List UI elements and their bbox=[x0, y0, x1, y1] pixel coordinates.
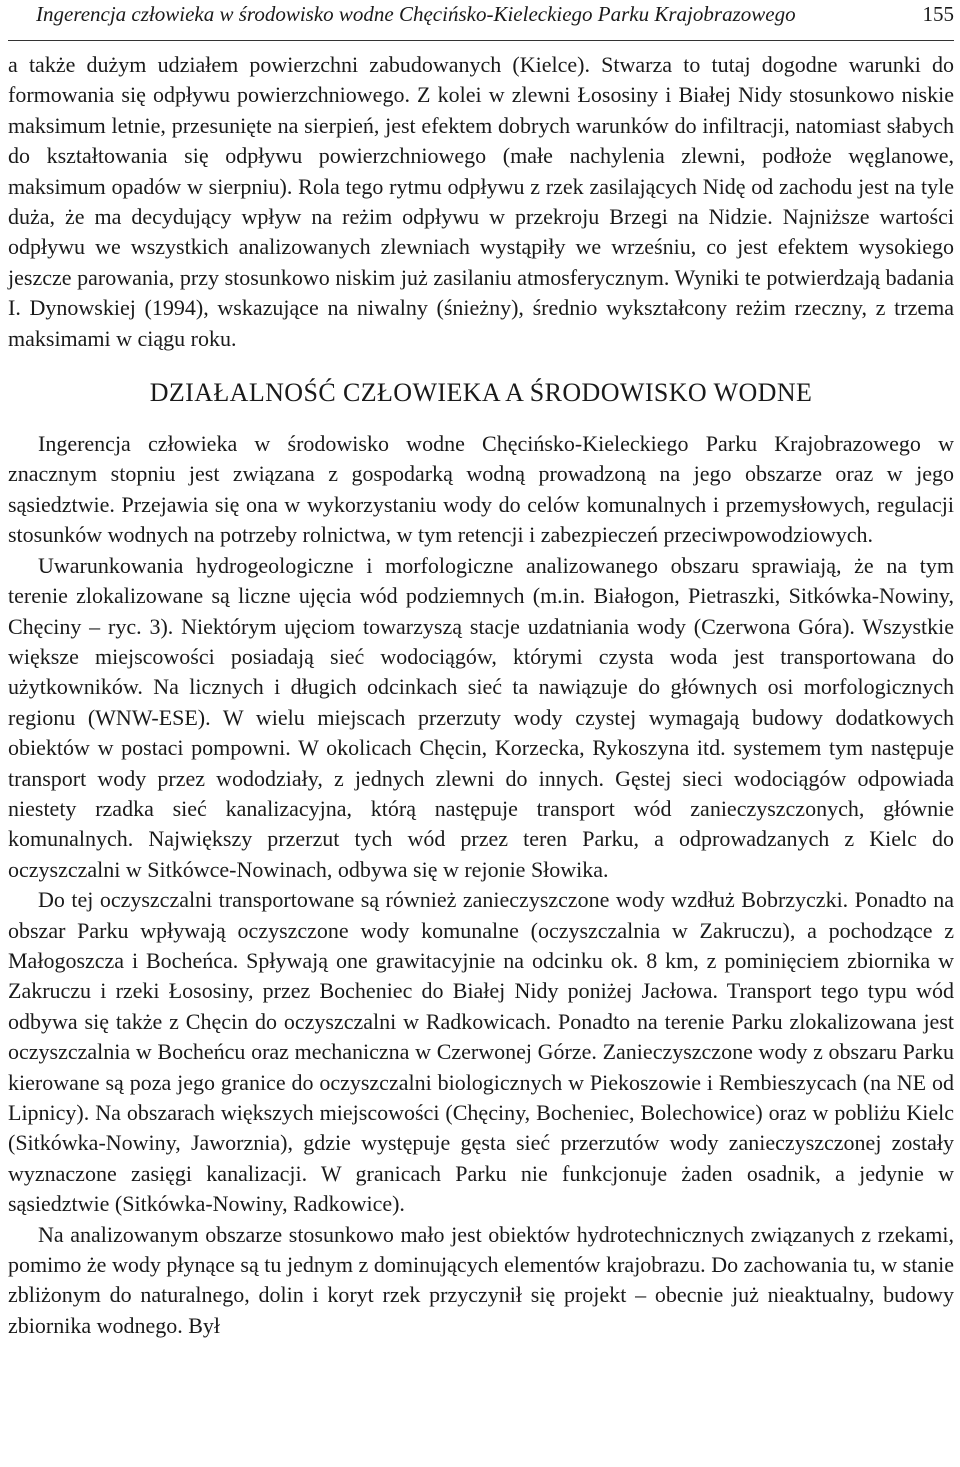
running-header-title: Ingerencja człowieka w środowisko wodne Chęcińsko-Kieleckiego Parku Krajobrazowego bbox=[36, 2, 796, 26]
intro-paragraph: a także dużym udziałem powierzchni zabudowanych (Kielce). Stwarza to tutaj dogodne warunki do formowania się odpływu powierzchniowego. Z kolei w zlewni Łososiny i Białej Nidy stosunkowo niskie maksimum letnie, przesunięte na sierpień, jest efektem dobrych warunków do infiltracji, natomiast słabych do kształtowania się odpływu powierzchniowego (małe nachylenia zlewni, podłoże węglanowe, maksimum opadów w sierpniu). Rola tego rytmu odpływu z rzek zasilających Nidę od zachodu jest na tyle duża, że ma decydujący wpływ na reżim odpływu w przekroju Brzegi na Nidzie. Najniższe wartości odpływu we wszystkich analizowanych zlewniach wystąpiły we wrześniu, co jest efektem wysokiego jeszcze parowania, przy stosunkowo niskim już zasilaniu atmosferycznym. Wyniki te potwierdzają badania I. Dynowskiej (1994), wskazujące na niwalny (śnieżny), średnio wykształcony reżim rzeczny, z trzema maksimami w ciągu roku. bbox=[8, 52, 954, 351]
page-number: 155 bbox=[922, 2, 954, 26]
document-page bbox=[8, 0, 954, 1341]
body-paragraph-4: Na analizowanym obszarze stosunkowo mało jest obiektów hydrotechnicznych związanych z rzekami, pomimo że wody płynące są tu jednym z dominujących elementów krajobrazu. Do zachowania tu, w stanie zbliżonym do naturalnego, dolin i koryt rzek przyczynił się projekt – obecnie już nieaktualny, budowy zbiornika wodnego. Był bbox=[8, 1221, 954, 1338]
running-header bbox=[8, 0, 954, 41]
body-paragraph-1: Ingerencja człowieka w środowisko wodne Chęcińsko-Kieleckiego Parku Krajobrazowego w znacznym stopniu jest związana z gospodarką wodną prowadzoną na jego obszarze oraz w jego sąsiedztwie. Przejawia się ona w wykorzystaniu wody do celów komunalnych i przemysłowych, regulacji stosunków wodnych na potrzeby rolnictwa, w tym retencji i zabezpieczeń przeciwpowodziowych. bbox=[8, 431, 954, 548]
section-heading: DZIAŁALNOŚĆ CZŁOWIEKA A ŚRODOWISKO WODNE bbox=[149, 378, 813, 408]
body-paragraph-3: Do tej oczyszczalni transportowane są również zanieczyszczone wody wzdłuż Bobrzyczki. Ponadto na obszar Parku wpływają oczyszczone wody komunalne (oczyszczalnia w Zakruczu), a pochodzące z Małogoszcza i Bocheńca. Spływają one grawitacyjnie na odcinku ok. 8 km, z pominięciem zbiornika w Zakruczu i rzeki Łososiny, przez Bocheniec do Białej Nidy poniżej Jacłowa. Transport tego typu wód odbywa się także z Chęcin do oczyszczalni w Radkowicach. Ponadto na terenie Parku zlokalizowana jest oczyszczalnia w Bocheńcu oraz mechaniczna w Czerwonej Górze. Zanieczyszczone wody z obszaru Parku kierowane są poza jego granice do oczyszczalni biologicznych w Piekoszowie i Rembieszycach (na NE od Lipnicy). Na obszarach większych miejscowości (Chęciny, Bocheniec, Bolechowice) oraz w pobliżu Kielc (Sitkówka-Nowiny, Jaworznia), gdzie występuje gęsta sieć przerzutów wody zanieczyszczonej zostały wyznaczone zasięgi kanalizacji. W granicach Parku nie funkcjonuje żaden osadnik, a jedynie w sąsiedztwie (Sitkówka-Nowiny, Radkowice). bbox=[8, 887, 954, 1217]
body-paragraph-2: Uwarunkowania hydrogeologiczne i morfologiczne analizowanego obszaru sprawiają, że na tym terenie zlokalizowane są liczne ujęcia wód podziemnych (m.in. Białogon, Pietraszki, Sitkówka-Nowiny, Chęciny – ryc. 3). Niektórym ujęciom towarzyszą stacje uzdatniania wody (Czerwona Góra). Wszystkie większe miejscowości posiadają sieć wodociągów, którymi czysta woda jest transportowana do użytkowników. Na licznych i długich odcinkach sieć ta nawiązuje do głównych osi morfologicznych regionu (WNW-ESE). W wielu miejscach przerzuty wody czystej wymagają budowy dodatkowych obiektów w postaci pompowni. W okolicach Chęcin, Korzecka, Rykoszyna itd. systemem tym następuje transport wody przez wododziały, z jednych zlewni do innych. Gęstej sieci wodociągów odpowiada niestety rzadka sieć kanalizacyjna, którą następuje transport wód zanieczyszczonych, głównie komunalnych. Największy przerzut tych wód przez teren Parku, a odprowadzanych z Kielc do oczyszczalni w Sitkówce-Nowinach, odbywa się w rejonie Słowika. bbox=[8, 552, 954, 882]
